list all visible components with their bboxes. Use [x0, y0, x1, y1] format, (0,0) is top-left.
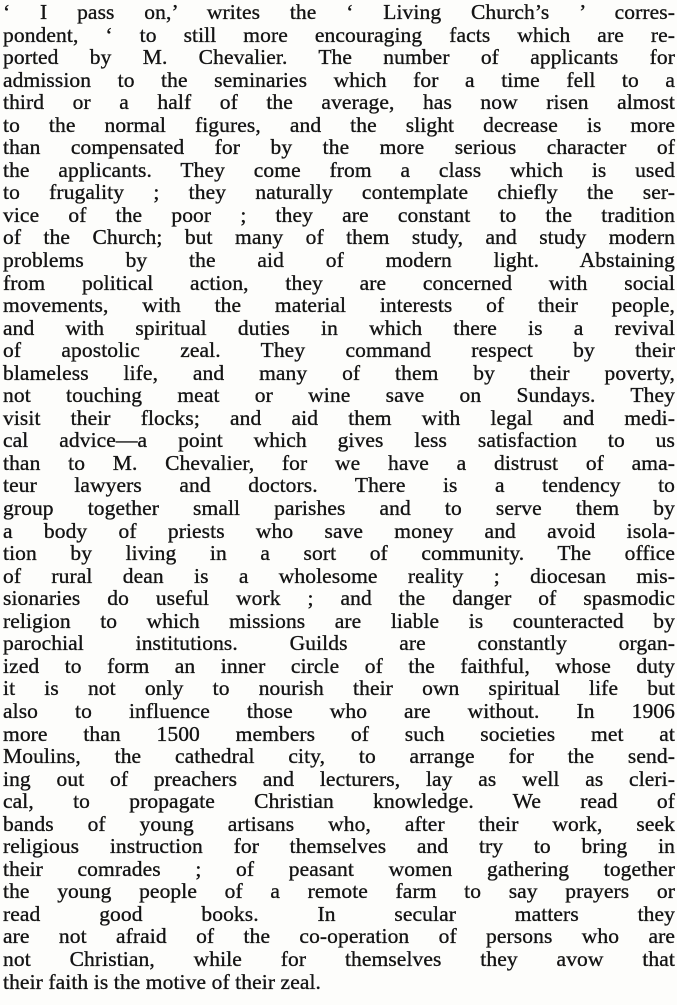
text-line: read good books. In secular matters they — [3, 901, 675, 926]
text-line: than compensated for by the more serious character of — [3, 135, 675, 160]
text-line: third or a half of the average, has now risen almost — [3, 90, 675, 115]
text-line: it is not only to nourish their own spiritual life but — [3, 676, 675, 701]
text-line: movements, with the material interests of their people, — [3, 293, 675, 318]
article-column — [3, 1, 675, 993]
text-line: visit their flocks; and aid them with legal and medi- — [3, 405, 675, 430]
text-line: vice of the poor ; they are constant to the tradition — [3, 202, 675, 227]
text-line: ‘ I pass on,’ writes the ‘ Living Church’s ’ corres- — [3, 0, 675, 24]
text-line: to frugality ; they naturally contemplate chiefly the ser- — [3, 180, 675, 205]
text-line: sionaries do useful work ; and the danger of spasmodic — [3, 586, 675, 611]
text-line: the young people of a remote farm to say prayers or — [3, 879, 675, 904]
text-line: ized to form an inner circle of the faithful, whose duty — [3, 653, 675, 678]
text-line: their comrades ; of peasant women gathering together — [3, 856, 675, 881]
text-line: admission to the seminaries which for a time fell to a — [3, 67, 675, 92]
text-line: teur lawyers and doctors. There is a tendency to — [3, 473, 675, 498]
text-line: from political action, they are concerned with social — [3, 270, 675, 295]
text-line: to the normal figures, and the slight decrease is more — [3, 112, 675, 137]
text-line: tion by living in a sort of community. The office — [3, 541, 675, 566]
text-line: religious instruction for themselves and try to bring in — [3, 834, 675, 859]
text-line: also to influence those who are without. In 1906 — [3, 698, 675, 723]
text-line: of the Church; but many of them study, and study modern — [3, 225, 675, 250]
text-line: not touching meat or wine save on Sundays. They — [3, 383, 675, 408]
text-line: bands of young artisans who, after their work, seek — [3, 811, 675, 836]
text-line: cal, to propagate Christian knowledge. We read of — [3, 789, 675, 814]
text-line: ing out of preachers and lecturers, lay as well as cleri- — [3, 766, 675, 791]
text-line: not Christian, while for themselves they avow that — [3, 946, 675, 971]
text-line: group together small parishes and to serve them by — [3, 496, 675, 521]
text-line-last: their faith is the motive of their zeal. — [3, 969, 322, 994]
text-line: parochial institutions. Guilds are constantly organ- — [3, 631, 675, 656]
text-line: than to M. Chevalier, for we have a distrust of ama- — [3, 450, 675, 475]
text-line: religion to which missions are liable is counteracted by — [3, 608, 675, 633]
text-line: are not afraid of the co-operation of persons who are — [3, 924, 675, 949]
text-line: and with spiritual duties in which there is a revival — [3, 315, 675, 340]
text-line: Moulins, the cathedral city, to arrange for the send- — [3, 744, 675, 769]
text-line: more than 1500 members of such societies met at — [3, 721, 675, 746]
text-line: of rural dean is a wholesome reality ; diocesan mis- — [3, 563, 675, 588]
text-line: ported by M. Chevalier. The number of applicants for — [3, 45, 675, 70]
text-line: blameless life, and many of them by their poverty, — [3, 360, 675, 385]
text-line: a body of priests who save money and avoid isola- — [3, 518, 675, 543]
text-line: pondent, ‘ to still more encouraging facts which are re- — [3, 22, 675, 47]
text-line: cal advice—a point which gives less satisfaction to us — [3, 428, 675, 453]
text-line: problems by the aid of modern light. Abstaining — [3, 248, 675, 273]
text-line: of apostolic zeal. They command respect by their — [3, 338, 675, 363]
text-line: the applicants. They come from a class which is used — [3, 157, 675, 182]
